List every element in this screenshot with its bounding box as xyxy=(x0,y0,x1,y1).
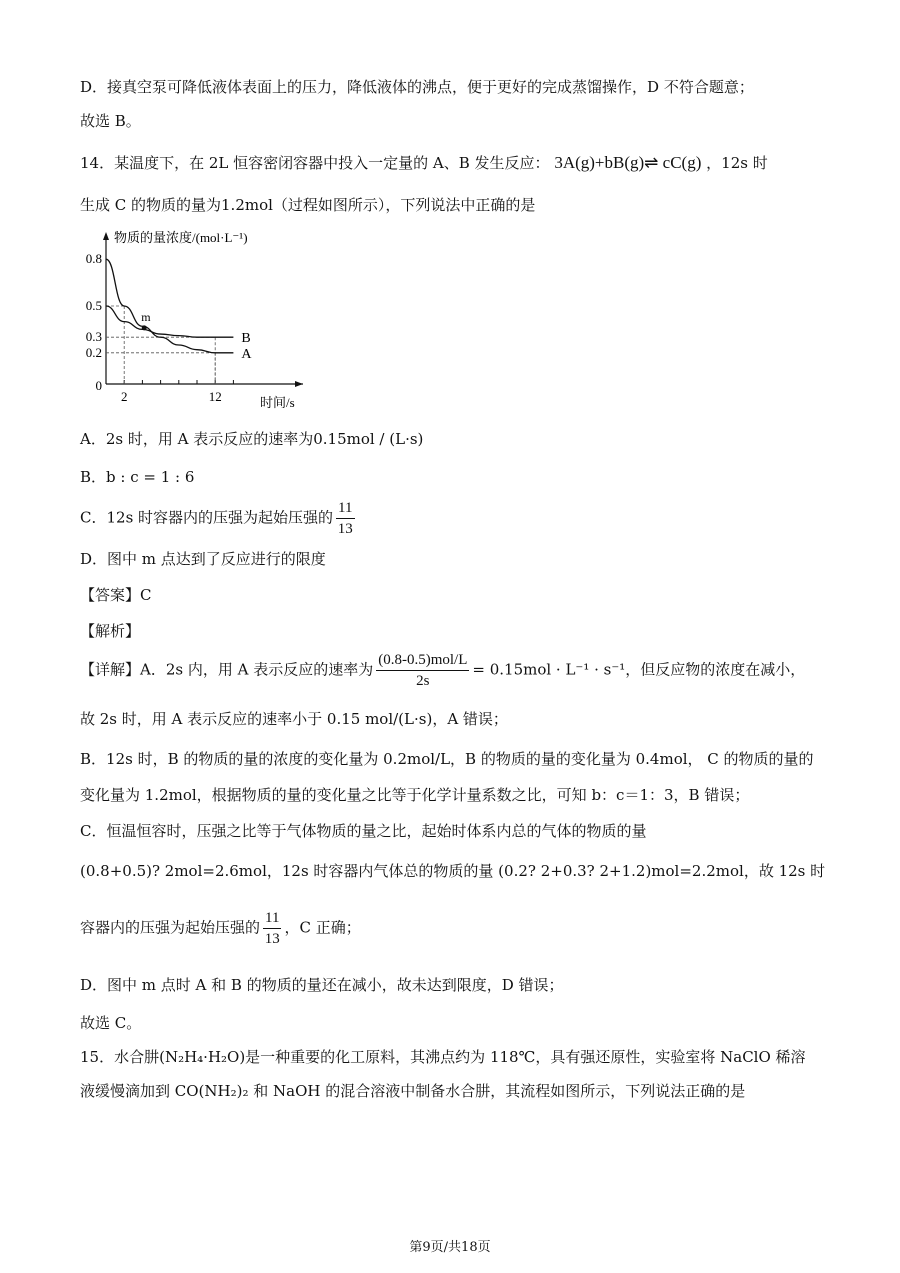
option-b: B．b : c = 1 : 6 xyxy=(80,468,195,486)
detail-a-fraction xyxy=(376,650,469,691)
detail-c-line1: C．恒温恒容时，压强之比等于气体物质的量之比，起始时体系内总的气体的物质的量 xyxy=(80,822,647,840)
y-tick-label: 0.8 xyxy=(85,251,102,267)
series-label-A: A xyxy=(241,346,252,362)
series-line-B xyxy=(106,306,233,337)
concentration-chart xyxy=(78,224,318,414)
x-tick-label: 2 xyxy=(120,389,128,404)
detail-b-line2: 变化量为 1.2mol，根据物质的量的变化量之比等于化学计量系数之比，可知 b：c＝1：3，B 错误； xyxy=(80,786,750,804)
q15-line1: 15．水合肼(N₂H₄·H₂O)是一种重要的化工原料，其沸点约为 118℃，具有强还原性，实验室将 NaClO 稀溶 xyxy=(80,1048,806,1066)
q14-stem-line1 xyxy=(80,152,768,174)
page-footer: 第9页/共18页 xyxy=(409,1240,491,1255)
fraction-numerator: 11 xyxy=(336,498,354,519)
detail-c-line2: (0.8+0.5)? 2mol=2.6mol，12s 时容器内气体总的物质的量 (0.2? 2+0.3? 2+1.2)mol=2.2mol，故 12s 时 xyxy=(80,862,826,880)
q14-stem-text: 14．某温度下，在 2L 恒容密闭容器中投入一定量的 A、B 发生反应： xyxy=(80,154,550,172)
detail-c-text: 容器内的压强为起始压强的 xyxy=(80,918,261,937)
x-axis-arrow xyxy=(295,381,303,387)
answer-label: 【答案】C xyxy=(80,586,152,604)
x-axis-label: 时间/s xyxy=(260,395,295,410)
y-tick-label: 0.2 xyxy=(85,344,102,360)
fraction-numerator: (0.8-0.5)mol/L xyxy=(376,650,469,671)
option-c-text: C．12s 时容器内的压强为起始压强的 xyxy=(80,508,334,527)
chart-axes xyxy=(86,230,303,410)
y-axis-label: 物质的量浓度/(mol·L⁻¹) xyxy=(114,230,248,245)
option-d: D．图中 m 点达到了反应进行的限度 xyxy=(80,550,326,568)
detail-c-fraction xyxy=(263,908,281,949)
y-tick-label: 0.5 xyxy=(85,298,102,313)
series-line-A xyxy=(106,259,233,353)
option-a: A．2s 时，用 A 表示反应的速率为0.15mol / (L·s) xyxy=(80,430,424,448)
chart-marks xyxy=(106,259,252,362)
detail-a-line1 xyxy=(80,650,805,691)
detail-c-line3 xyxy=(80,908,361,949)
detail-b-line1: B．12s 时，B 的物质的量的浓度的变化量为 0.2mol/L，B 的物质的量的变化量为 0.4mol， C 的物质的量的 xyxy=(80,750,814,768)
y-tick-label: 0 xyxy=(95,378,102,393)
point-m-label: m xyxy=(141,309,151,324)
fraction-denominator: 13 xyxy=(337,521,353,537)
detail-a-result: = 0.15mol · L⁻¹ · s⁻¹，但反应物的浓度在减小， xyxy=(472,660,806,679)
analysis-label: 【解析】 xyxy=(80,622,141,640)
line-d-statement: D．接真空泵可降低液体表面上的压力，降低液体的沸点，便于更好的完成蒸馏操作，D 不符合题意； xyxy=(80,78,754,96)
q14-equation: 3A(g)+bB(g)⇌ cC(g) xyxy=(554,153,702,172)
detail-a-line2: 故 2s 时，用 A 表示反应的速率小于 0.15 mol/(L·s)，A 错误； xyxy=(80,710,508,728)
option-c-fraction xyxy=(336,498,354,539)
fraction-numerator: 11 xyxy=(263,908,281,929)
fraction-denominator: 13 xyxy=(264,931,280,947)
x-tick-label: 12 xyxy=(208,389,222,404)
fraction-denominator: 2s xyxy=(416,673,430,689)
point-m xyxy=(142,325,147,330)
detail-a-text: 【详解】A．2s 内，用 A 表示反应的速率为 xyxy=(80,660,374,679)
choose-c: 故选 C。 xyxy=(80,1014,142,1032)
q14-stem-line2: 生成 C 的物质的量为1.2mol（过程如图所示），下列说法中正确的是 xyxy=(80,196,536,214)
option-c xyxy=(80,498,358,539)
line-choose-b: 故选 B。 xyxy=(80,112,141,130)
series-label-B: B xyxy=(241,331,251,347)
detail-d: D．图中 m 点时 A 和 B 的物质的量还在减小，故未达到限度，D 错误； xyxy=(80,976,564,994)
y-axis-arrow xyxy=(103,232,109,240)
y-tick-label: 0.3 xyxy=(85,329,102,345)
detail-c-tail: ，C 正确； xyxy=(284,918,361,937)
q15-line2: 液缓慢滴加到 CO(NH₂)₂ 和 NaOH 的混合溶液中制备水合肼，其流程如图所示，下列说法正确的是 xyxy=(80,1082,746,1100)
q14-stem-tail: ，12s 时 xyxy=(706,154,768,172)
